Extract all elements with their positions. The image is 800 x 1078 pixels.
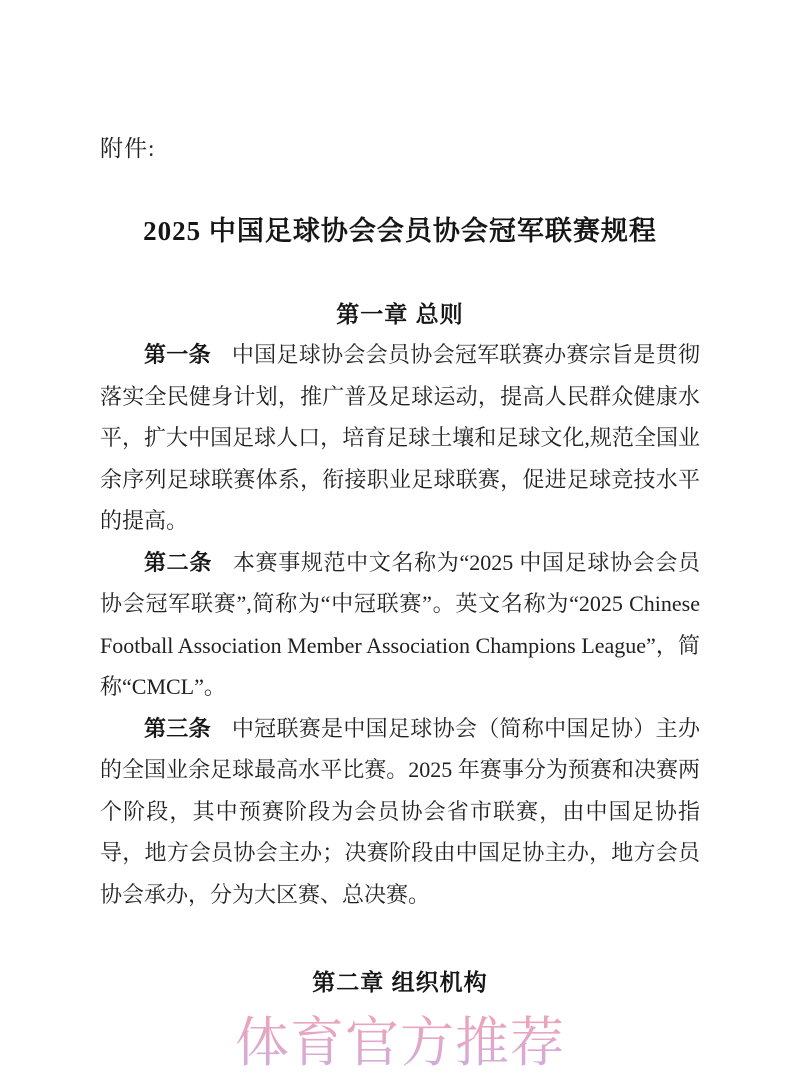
article-3-text: 中冠联赛是中国足球协会（简称中国足协）主办的全国业余足球最高水平比赛。2025 年赛事分为预赛和决赛两个阶段，其中预赛阶段为会员协会省市联赛，由中国足协指导，地方会员协会主办；决赛阶段由中国足协主办，地方会员协会承办，分为大区赛、总决赛。 [100, 715, 700, 907]
article-2-number: 第二条 [144, 549, 212, 575]
article-1-number: 第一条 [144, 342, 211, 367]
attachment-label: 附件: [100, 136, 156, 161]
chapter-1-heading: 第一章 总则 [336, 301, 464, 327]
article-1-text: 中国足球协会会员协会冠军联赛办赛宗旨是贯彻落实全民健身计划，推广普及足球运动，提高人民群众健康水平，扩大中国足球人口，培育足球土壤和足球文化,规范全国业余序列足球联赛体系，衔接职业足球联赛，促进足球竞技水平的提高。 [100, 342, 700, 533]
article-1 [100, 334, 700, 542]
article-2-text: 本赛事规范中文名称为“2025 中国足球协会会员协会冠军联赛”,简称为“中冠联赛”。英文名称为“2025 Chinese Football Association Member Association Champions League”，简称“CMCL”。 [100, 549, 700, 699]
watermark-text: 体育官方推荐 [0, 1000, 800, 1077]
article-2 [100, 542, 700, 708]
article-3-number: 第三条 [144, 715, 211, 741]
page-title: 2025 中国足球协会会员协会冠军联赛规程 [143, 216, 657, 246]
chapter-2-heading: 第二章 组织机构 [312, 969, 488, 995]
document-body [100, 334, 700, 915]
article-3 [100, 708, 700, 916]
